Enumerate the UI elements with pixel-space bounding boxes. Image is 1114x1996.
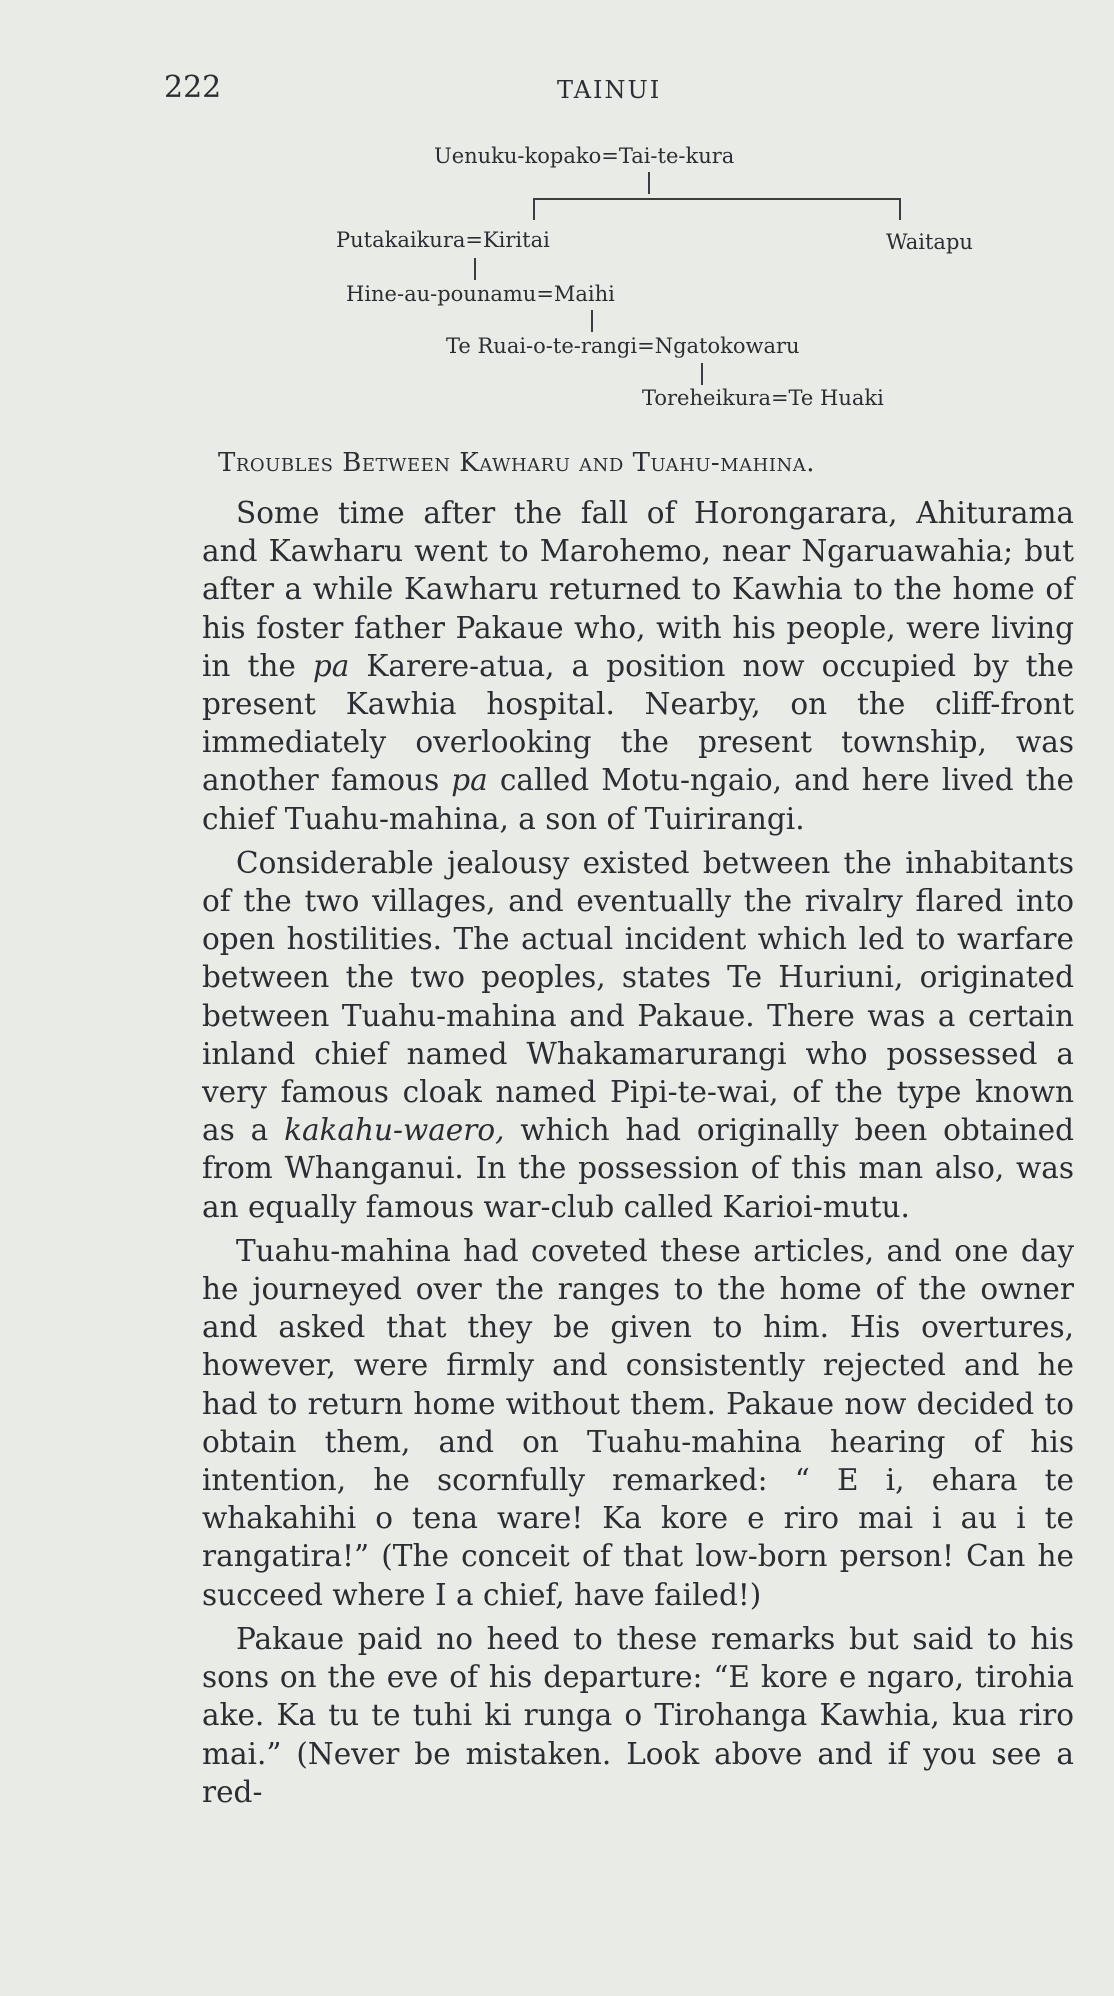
paragraph-1 <box>202 494 1074 838</box>
italic-pa: pa <box>451 763 488 798</box>
connector-line <box>533 198 535 220</box>
connector-line <box>474 258 476 280</box>
genealogy-row-4: Te Ruai-o-te-rangi=Ngatokowaru <box>446 334 800 358</box>
paragraph-4: Pakaue paid no heed to these remarks but said to his sons on the eve of his departure: “E kore e ngaro, tirohia ake. Ka tu te tuhi ki runga o Tirohanga Kawhia, kua riro mai.” (Never be mistaken. Look above and if you see a red- <box>202 1621 1074 1809</box>
body-text <box>202 494 1074 1817</box>
paragraph-1-text-b: Karere-atua, a position now occupied by the present Kawhia hospital. Nearby, on the cliff-front immediately overlooking the present township, was another famous <box>202 648 1074 798</box>
genealogy-row-3: Hine-au-pounamu=Maihi <box>346 282 615 306</box>
paragraph-2-text-a: Considerable jealousy existed between the inhabitants of the two villages, and eventually the rivalry flared into open hostilities. The actual incident which led to warfare between the two peoples, states Te Huriuni, originated between Tuahu-mahina and Pakaue. There was a certain inland chief named Whakamarurangi who possessed a very famous cloak named Pipi-te-wai, of the type known as a <box>202 845 1074 1148</box>
show-through-text <box>470 82 478 110</box>
italic-kakahu-waero: kakahu-waero, <box>284 1113 505 1148</box>
connector-line <box>591 310 593 332</box>
genealogy-row-5: Toreheikura=Te Huaki <box>642 386 884 410</box>
paragraph-2-text-b: which had originally been obtained from Whanganui. In the possession of this man also, was an equally famous war-club called Karioi-mutu. <box>202 1113 1074 1224</box>
genealogy-row-2-left: Putakaikura=Kiritai <box>336 228 550 252</box>
section-heading: Troubles Between Kawharu and Tuahu-mahina. <box>218 448 815 478</box>
paragraph-1-text-a: Some time after the fall of Horongarara, Ahiturama and Kawharu went to Marohemo, near Ngaruawahia; but after a while Kawharu returned to Kawhia to the home of his foster father Pakaue who, with his people, were living in the <box>202 496 1074 683</box>
connector-line <box>533 198 901 200</box>
connector-line <box>648 172 650 194</box>
paragraph-1-text-c: called Motu-ngaio, and here lived the chief Tuahu-mahina, a son of Tuirirangi. <box>202 763 1074 836</box>
paragraph-2 <box>202 844 1074 1226</box>
page-number: 222 <box>164 70 222 105</box>
connector-line <box>701 363 703 385</box>
connector-line <box>899 198 901 220</box>
genealogy-row-2-right: Waitapu <box>886 230 973 254</box>
paragraph-3: Tuahu-mahina had coveted these articles, and one day he journeyed over the ranges to the home of the owner and asked that they be given to him. His overtures, however, were firmly and consistently rejected and he had to return home without them. Pakaue now decided to obtain them, and on Tuahu-mahina hearing of his intention, he scornfully remarked: “ E i, ehara te whakahihi o tena ware! Ka kore e riro mai i au i te rangatira!” (The conceit of that low-born person! Can he succeed where I a chief, have failed!) <box>202 1233 1074 1612</box>
running-title: TAINUI <box>557 76 662 104</box>
genealogy-row-1: Uenuku-kopako=Tai-te-kura <box>434 144 735 168</box>
italic-pa: pa <box>312 648 350 683</box>
